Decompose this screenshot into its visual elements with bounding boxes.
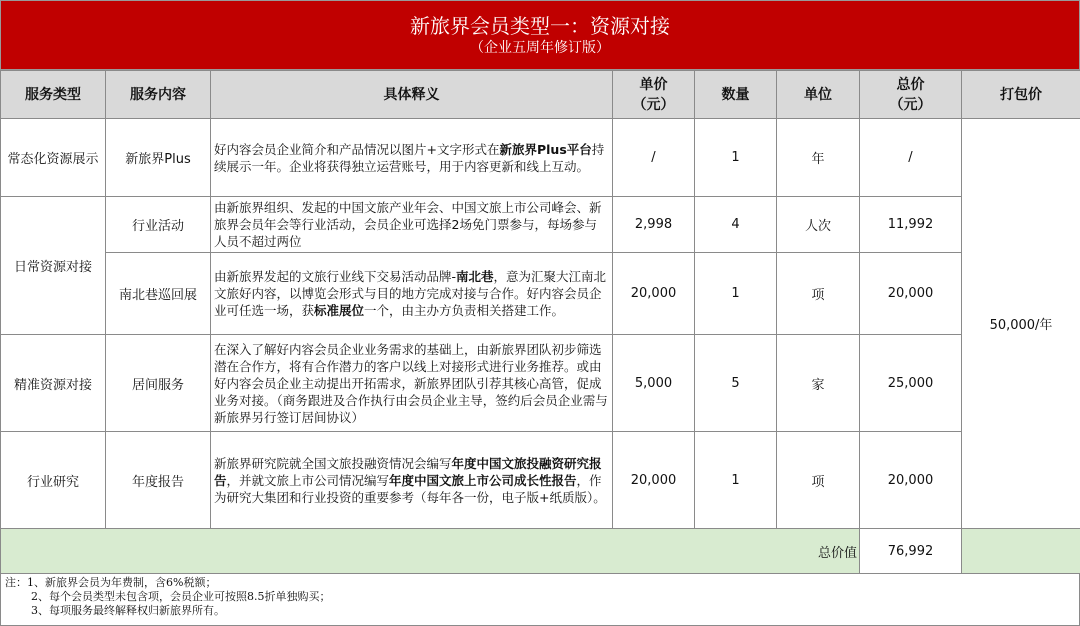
service-content-cell: 居间服务 bbox=[106, 335, 211, 432]
header-quantity: 数量 bbox=[695, 71, 777, 119]
footnote-2: 2、每个会员类型未包含项，会员企业可按照8.5折单独购买； bbox=[31, 590, 331, 603]
service-content-cell: 年度报告 bbox=[106, 432, 211, 529]
membership-table bbox=[0, 70, 1080, 574]
total-value: 76,992 bbox=[860, 529, 962, 574]
quantity-cell: 5 bbox=[695, 335, 777, 432]
total-price-cell: 20,000 bbox=[860, 432, 962, 529]
unit-cell: 年 bbox=[777, 119, 860, 197]
service-type-cell: 精准资源对接 bbox=[1, 335, 106, 432]
header-service-type: 服务类型 bbox=[1, 71, 106, 119]
header-unit-price: 单价 （元） bbox=[613, 71, 695, 119]
description-cell: 新旅界研究院就全国文旅投融资情况会编写年度中国文旅投融资研究报告，并就文旅上市公司情况编写年度中国文旅上市公司成长性报告，作为研究大集团和行业投资的重要参考（每年各一份，电子版+纸质版）。 bbox=[211, 432, 613, 529]
service-content-cell: 南北巷巡回展 bbox=[106, 253, 211, 335]
unit-price-cell: 5,000 bbox=[613, 335, 695, 432]
table-row bbox=[1, 119, 1080, 197]
header-description: 具体释义 bbox=[211, 71, 613, 119]
package-price-cell: 50,000/年 bbox=[962, 119, 1080, 529]
header-total-price: 总价 （元） bbox=[860, 71, 962, 119]
page-subtitle: （企业五周年修订版） bbox=[470, 40, 610, 56]
quantity-cell: 1 bbox=[695, 432, 777, 529]
unit-cell: 项 bbox=[777, 432, 860, 529]
unit-cell: 家 bbox=[777, 335, 860, 432]
header-unit: 单位 bbox=[777, 71, 860, 119]
service-content-cell: 新旅界Plus bbox=[106, 119, 211, 197]
description-cell: 好内容会员企业简介和产品情况以图片+文字形式在新旅界Plus平台持续展示一年。企业将获得独立运营账号，用于内容更新和线上互动。 bbox=[211, 119, 613, 197]
total-price-cell: / bbox=[860, 119, 962, 197]
table-row bbox=[1, 253, 1080, 335]
unit-price-cell: 2,998 bbox=[613, 197, 695, 253]
total-price-cell: 20,000 bbox=[860, 253, 962, 335]
quantity-cell: 1 bbox=[695, 119, 777, 197]
page-title: 新旅界会员类型一：资源对接 bbox=[410, 14, 670, 38]
unit-cell: 项 bbox=[777, 253, 860, 335]
total-price-cell: 25,000 bbox=[860, 335, 962, 432]
description-cell: 由新旅界发起的文旅行业线下交易活动品牌-南北巷，意为汇聚大江南北文旅好内容，以博览会形式与目的地方完成对接与合作。好内容会员企业可任选一场，获标准展位一个，由主办方负责相关搭建工作。 bbox=[211, 253, 613, 335]
title-banner bbox=[0, 0, 1080, 70]
footnotes bbox=[0, 573, 1080, 626]
header-package-price: 打包价 bbox=[962, 71, 1080, 119]
service-type-cell: 常态化资源展示 bbox=[1, 119, 106, 197]
total-row bbox=[1, 529, 1080, 574]
total-price-cell: 11,992 bbox=[860, 197, 962, 253]
unit-cell: 人次 bbox=[777, 197, 860, 253]
table-row bbox=[1, 335, 1080, 432]
unit-price-cell: 20,000 bbox=[613, 432, 695, 529]
total-label: 总价值 bbox=[1, 529, 860, 574]
description-cell: 在深入了解好内容会员企业业务需求的基础上，由新旅界团队初步筛选潜在合作方，将有合作潜力的客户以线上对接形式进行业务推荐。或由好内容会员企业主动提出开拓需求，新旅界团队引荐其核心高管，促成业务对接。（商务跟进及合作执行由会员企业主导，签约后会员企业需与新旅界另行签订居间协议） bbox=[211, 335, 613, 432]
description-cell: 由新旅界组织、发起的中国文旅产业年会、中国文旅上市公司峰会、新旅界会员年会等行业活动，会员企业可选择2场免门票参与，每场参与人员不超过两位 bbox=[211, 197, 613, 253]
quantity-cell: 4 bbox=[695, 197, 777, 253]
footnote-1: 注：1、新旅界会员为年费制，含6%税额； bbox=[5, 576, 217, 589]
unit-price-cell: / bbox=[613, 119, 695, 197]
service-content-cell: 行业活动 bbox=[106, 197, 211, 253]
header-row bbox=[1, 71, 1080, 119]
header-service-content: 服务内容 bbox=[106, 71, 211, 119]
table-row bbox=[1, 197, 1080, 253]
footnote-3: 3、每项服务最终解释权归新旅界所有。 bbox=[31, 604, 225, 617]
quantity-cell: 1 bbox=[695, 253, 777, 335]
table-row bbox=[1, 432, 1080, 529]
service-type-cell: 日常资源对接 bbox=[1, 197, 106, 335]
service-type-cell: 行业研究 bbox=[1, 432, 106, 529]
unit-price-cell: 20,000 bbox=[613, 253, 695, 335]
total-empty-cell bbox=[962, 529, 1080, 574]
